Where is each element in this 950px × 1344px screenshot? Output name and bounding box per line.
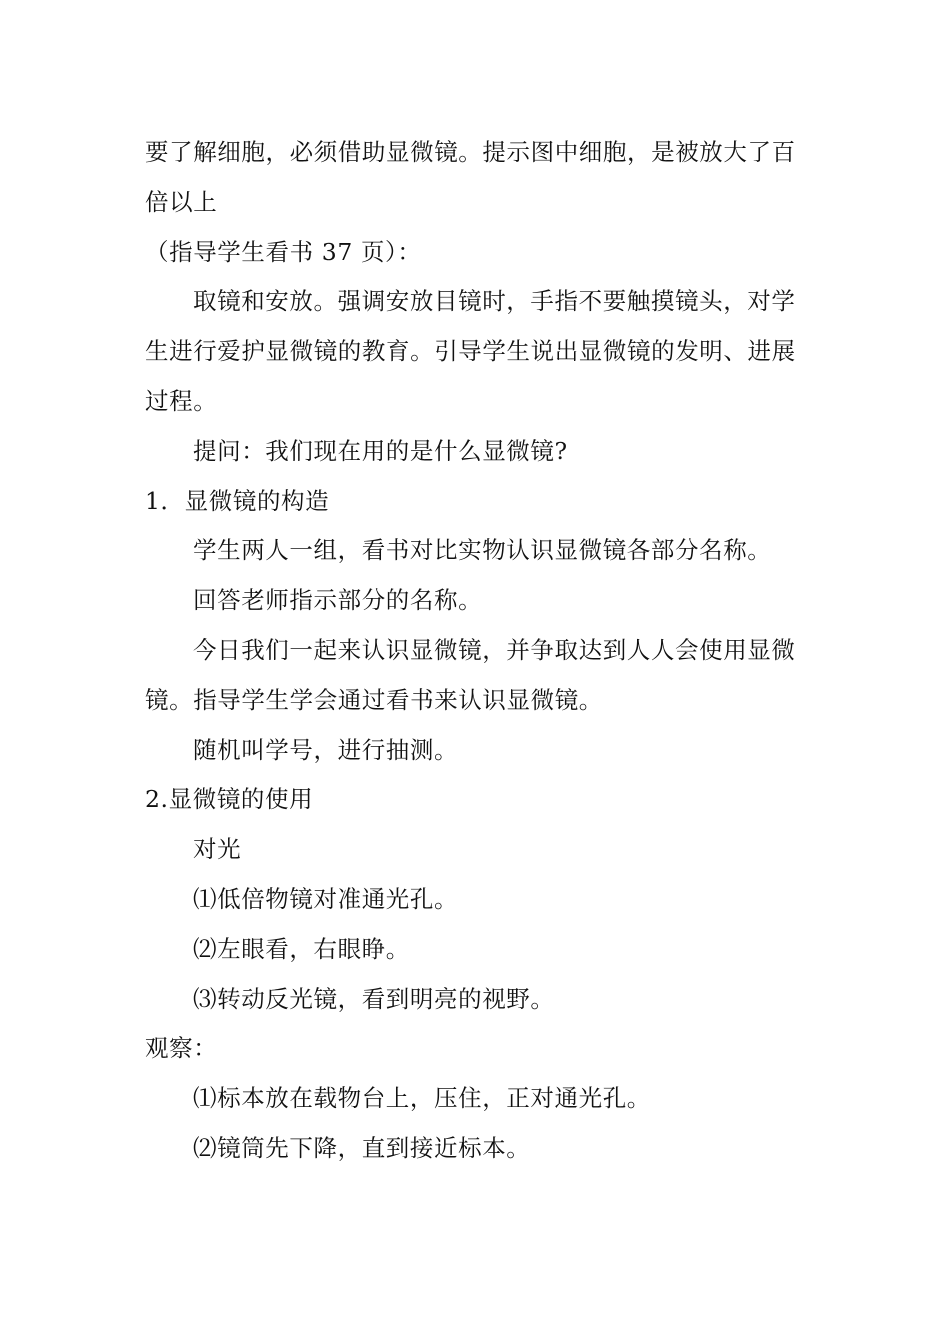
paragraph-line: 随机叫学号，进行抽测。: [193, 735, 459, 764]
subsection-heading: 观察：: [145, 1034, 218, 1063]
document-body: [145, 128, 805, 1174]
list-item: ⑶转动反光镜，看到明亮的视野。: [193, 984, 555, 1013]
paragraph-line: 取镜和安放。强调安放目镜时，手指不要触摸镜头，对学: [193, 287, 796, 316]
paragraph-line: 过程。: [145, 386, 218, 415]
subsection-heading: 对光: [193, 835, 242, 864]
paragraph-line: 生进行爱护显微镜的教育。引导学生说出显微镜的发明、进展: [145, 337, 796, 366]
paragraph-line: 镜。指导学生学会通过看书来认识显微镜。: [145, 685, 603, 714]
list-item: ⑴低倍物镜对准通光孔。: [193, 884, 459, 913]
list-item: ⑵左眼看，右眼睁。: [193, 934, 410, 963]
paragraph-line: （指导学生看书 37 页）：: [145, 237, 422, 266]
paragraph-line: 学生两人一组，看书对比实物认识显微镜各部分名称。: [193, 536, 772, 565]
section-heading: 1．显微镜的构造: [145, 486, 330, 515]
list-item: ⑴标本放在载物台上，压住，正对通光孔。: [193, 1084, 651, 1113]
section-heading: 2.显微镜的使用: [145, 785, 314, 814]
paragraph-line: 倍以上: [145, 187, 218, 216]
paragraph-line: 今日我们一起来认识显微镜，并争取达到人人会使用显微: [193, 635, 796, 664]
paragraph-line: 要了解细胞，必须借助显微镜。提示图中细胞，是被放大了百: [145, 138, 796, 166]
list-item: ⑵镜筒先下降，直到接近标本。: [193, 1133, 531, 1162]
paragraph-line: 提问：我们现在用的是什么显微镜?: [193, 436, 568, 465]
paragraph-line: 回答老师指示部分的名称。: [193, 586, 483, 615]
